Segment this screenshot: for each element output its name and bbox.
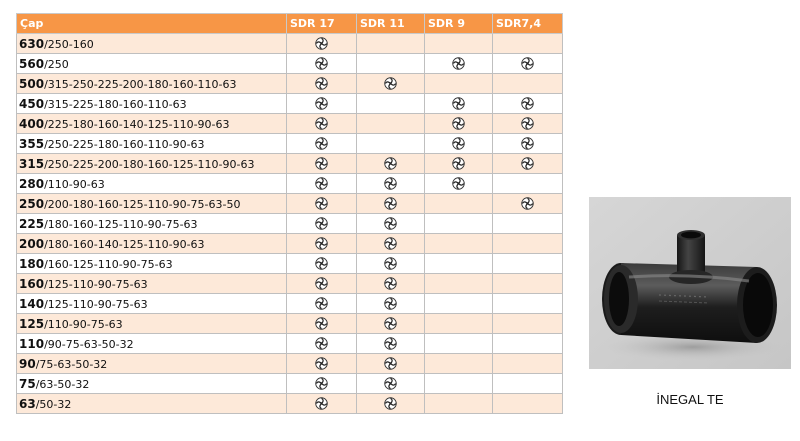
- table-row: [17, 234, 563, 254]
- sdr-cell: [357, 54, 425, 74]
- swirl-mark-icon: [521, 97, 534, 110]
- sdr-cell: [287, 114, 357, 134]
- sdr-cell: [425, 274, 493, 294]
- sdr-cell: [493, 134, 563, 154]
- main-diameter: 125: [19, 316, 45, 331]
- swirl-mark-icon: [384, 317, 397, 330]
- sdr-cell: [357, 394, 425, 414]
- main-diameter: 63: [19, 396, 36, 411]
- table-row: [17, 94, 563, 114]
- product-caption: İNEGAL TE: [656, 392, 724, 407]
- swirl-mark-icon: [315, 157, 328, 170]
- reducing-tee-photo: [589, 197, 791, 369]
- sdr-cell: [425, 394, 493, 414]
- sdr-cell: [493, 34, 563, 54]
- main-diameter: 90: [19, 356, 36, 371]
- sdr-cell: [425, 154, 493, 174]
- swirl-mark-icon: [315, 397, 328, 410]
- sdr-availability-table: [16, 13, 563, 414]
- main-diameter: 560: [19, 56, 45, 71]
- table-row: [17, 74, 563, 94]
- swirl-mark-icon: [452, 157, 465, 170]
- size-cell: [17, 394, 287, 414]
- swirl-mark-icon: [315, 217, 328, 230]
- sdr-cell: [493, 394, 563, 414]
- main-diameter: 75: [19, 376, 36, 391]
- size-cell: [17, 234, 287, 254]
- table-body: [17, 34, 563, 414]
- table-row: [17, 34, 563, 54]
- sdr-cell: [287, 354, 357, 374]
- sdr-cell: [357, 194, 425, 214]
- branch-diameters: /90-75-63-50-32: [44, 337, 134, 351]
- sdr-cell: [425, 174, 493, 194]
- size-cell: [17, 154, 287, 174]
- main-diameter: 200: [19, 236, 45, 251]
- sdr-cell: [287, 134, 357, 154]
- sdr-cell: [357, 294, 425, 314]
- size-cell: [17, 94, 287, 114]
- sdr-cell: [287, 374, 357, 394]
- size-cell: [17, 134, 287, 154]
- sdr-cell: [357, 314, 425, 334]
- sdr-cell: [425, 74, 493, 94]
- sdr-cell: [357, 154, 425, 174]
- table-row: [17, 354, 563, 374]
- sdr-cell: [493, 154, 563, 174]
- swirl-mark-icon: [384, 157, 397, 170]
- swirl-mark-icon: [315, 57, 328, 70]
- sdr-cell: [287, 294, 357, 314]
- main-diameter: 400: [19, 116, 45, 131]
- sdr-cell: [357, 254, 425, 274]
- sdr-cell: [493, 174, 563, 194]
- table-row: [17, 374, 563, 394]
- table-row: [17, 174, 563, 194]
- swirl-mark-icon: [521, 197, 534, 210]
- swirl-mark-icon: [315, 237, 328, 250]
- sdr-cell: [287, 54, 357, 74]
- swirl-mark-icon: [452, 117, 465, 130]
- table-row: [17, 394, 563, 414]
- sdr-cell: [493, 254, 563, 274]
- swirl-mark-icon: [384, 397, 397, 410]
- swirl-mark-icon: [384, 277, 397, 290]
- table-row: [17, 54, 563, 74]
- header-sdr9: SDR 9: [425, 14, 493, 34]
- swirl-mark-icon: [384, 197, 397, 210]
- table-row: [17, 134, 563, 154]
- sdr-cell: [357, 274, 425, 294]
- branch-diameters: /250-160: [44, 37, 94, 51]
- sdr-cell: [493, 314, 563, 334]
- table-row: [17, 254, 563, 274]
- header-sdr74: SDR7,4: [493, 14, 563, 34]
- sdr-cell: [493, 94, 563, 114]
- sdr-cell: [357, 34, 425, 54]
- sdr-cell: [425, 114, 493, 134]
- swirl-mark-icon: [384, 77, 397, 90]
- sdr-cell: [357, 174, 425, 194]
- sdr-cell: [357, 334, 425, 354]
- sdr-cell: [357, 214, 425, 234]
- sdr-cell: [425, 314, 493, 334]
- sdr-cell: [425, 294, 493, 314]
- swirl-mark-icon: [315, 197, 328, 210]
- branch-diameters: /160-125-110-90-75-63: [44, 257, 173, 271]
- size-cell: [17, 374, 287, 394]
- table-row: [17, 314, 563, 334]
- sdr-cell: [493, 234, 563, 254]
- sdr-cell: [493, 114, 563, 134]
- branch-diameters: /180-160-125-110-90-75-63: [44, 217, 198, 231]
- swirl-mark-icon: [521, 157, 534, 170]
- main-diameter: 630: [19, 36, 45, 51]
- size-cell: [17, 334, 287, 354]
- size-cell: [17, 254, 287, 274]
- swirl-mark-icon: [521, 137, 534, 150]
- swirl-mark-icon: [384, 177, 397, 190]
- size-cell: [17, 34, 287, 54]
- main-diameter: 140: [19, 296, 45, 311]
- swirl-mark-icon: [384, 297, 397, 310]
- sdr-cell: [425, 254, 493, 274]
- branch-diameters: /225-180-160-140-125-110-90-63: [44, 117, 230, 131]
- sdr-cell: [287, 234, 357, 254]
- sdr-cell: [493, 194, 563, 214]
- swirl-mark-icon: [384, 357, 397, 370]
- branch-diameters: /315-250-225-200-180-160-110-63: [44, 77, 237, 91]
- size-cell: [17, 354, 287, 374]
- swirl-mark-icon: [315, 137, 328, 150]
- sdr-cell: [287, 174, 357, 194]
- size-cell: [17, 274, 287, 294]
- branch-diameters: /180-160-140-125-110-90-63: [44, 237, 205, 251]
- sdr-cell: [425, 94, 493, 114]
- sdr-cell: [287, 194, 357, 214]
- branch-diameters: /125-110-90-75-63: [44, 297, 148, 311]
- main-diameter: 250: [19, 196, 45, 211]
- swirl-mark-icon: [521, 57, 534, 70]
- branch-diameters: /250-225-180-160-110-90-63: [44, 137, 205, 151]
- swirl-mark-icon: [452, 137, 465, 150]
- header-sdr11: SDR 11: [357, 14, 425, 34]
- swirl-mark-icon: [315, 277, 328, 290]
- swirl-mark-icon: [315, 177, 328, 190]
- sdr-cell: [493, 294, 563, 314]
- table-row: [17, 214, 563, 234]
- size-cell: [17, 314, 287, 334]
- branch-diameters: /63-50-32: [35, 377, 90, 391]
- table-row: [17, 194, 563, 214]
- sdr-cell: [287, 34, 357, 54]
- sdr-cell: [287, 74, 357, 94]
- sdr-cell: [425, 374, 493, 394]
- sdr-cell: [357, 134, 425, 154]
- branch-diameters: /250: [44, 57, 69, 71]
- main-diameter: 160: [19, 276, 45, 291]
- sdr-cell: [493, 354, 563, 374]
- swirl-mark-icon: [452, 97, 465, 110]
- branch-diameters: /50-32: [35, 397, 72, 411]
- main-diameter: 500: [19, 76, 45, 91]
- branch-diameters: /110-90-63: [44, 177, 105, 191]
- sdr-cell: [287, 94, 357, 114]
- size-cell: [17, 174, 287, 194]
- main-diameter: 110: [19, 336, 45, 351]
- sdr-cell: [493, 214, 563, 234]
- swirl-mark-icon: [315, 117, 328, 130]
- table-row: [17, 294, 563, 314]
- swirl-mark-icon: [384, 337, 397, 350]
- sdr-cell: [287, 314, 357, 334]
- sdr-cell: [425, 194, 493, 214]
- size-cell: [17, 74, 287, 94]
- sdr-cell: [493, 274, 563, 294]
- sdr-cell: [425, 354, 493, 374]
- main-diameter: 355: [19, 136, 45, 151]
- size-cell: [17, 194, 287, 214]
- branch-diameters: /110-90-75-63: [44, 317, 123, 331]
- swirl-mark-icon: [315, 77, 328, 90]
- size-cell: [17, 214, 287, 234]
- main-diameter: 180: [19, 256, 45, 271]
- swirl-mark-icon: [384, 237, 397, 250]
- header-cap: Çap: [17, 14, 287, 34]
- branch-diameters: /200-180-160-125-110-90-75-63-50: [44, 197, 241, 211]
- swirl-mark-icon: [315, 317, 328, 330]
- sdr-cell: [357, 114, 425, 134]
- sdr-cell: [357, 374, 425, 394]
- swirl-mark-icon: [315, 377, 328, 390]
- main-diameter: 280: [19, 176, 45, 191]
- sdr-cell: [287, 394, 357, 414]
- sdr-cell: [493, 54, 563, 74]
- sdr-cell: [287, 154, 357, 174]
- sdr-cell: [357, 94, 425, 114]
- sdr-cell: [287, 254, 357, 274]
- sdr-cell: [287, 334, 357, 354]
- table-header-row: [17, 14, 563, 34]
- table-row: [17, 154, 563, 174]
- swirl-mark-icon: [384, 377, 397, 390]
- main-diameter: 225: [19, 216, 45, 231]
- sdr-cell: [493, 334, 563, 354]
- sdr-cell: [287, 274, 357, 294]
- branch-diameters: /75-63-50-32: [35, 357, 108, 371]
- sdr-cell: [425, 334, 493, 354]
- branch-diameters: /315-225-180-160-110-63: [44, 97, 187, 111]
- swirl-mark-icon: [521, 117, 534, 130]
- swirl-mark-icon: [452, 177, 465, 190]
- table-row: [17, 334, 563, 354]
- swirl-mark-icon: [315, 257, 328, 270]
- sdr-cell: [357, 74, 425, 94]
- sdr-cell: [493, 374, 563, 394]
- swirl-mark-icon: [315, 37, 328, 50]
- sdr-cell: [287, 214, 357, 234]
- main-diameter: 315: [19, 156, 45, 171]
- sdr-cell: [493, 74, 563, 94]
- header-sdr17: SDR 17: [287, 14, 357, 34]
- size-cell: [17, 54, 287, 74]
- table-row: [17, 114, 563, 134]
- swirl-mark-icon: [452, 57, 465, 70]
- swirl-mark-icon: [384, 217, 397, 230]
- table-row: [17, 274, 563, 294]
- sdr-cell: [425, 34, 493, 54]
- branch-diameters: /250-225-200-180-160-125-110-90-63: [44, 157, 255, 171]
- size-cell: [17, 114, 287, 134]
- size-cell: [17, 294, 287, 314]
- sdr-cell: [357, 234, 425, 254]
- swirl-mark-icon: [315, 337, 328, 350]
- swirl-mark-icon: [315, 357, 328, 370]
- sdr-cell: [357, 354, 425, 374]
- sdr-cell: [425, 134, 493, 154]
- main-diameter: 450: [19, 96, 45, 111]
- branch-diameters: /125-110-90-75-63: [44, 277, 148, 291]
- swirl-mark-icon: [384, 257, 397, 270]
- sdr-cell: [425, 214, 493, 234]
- sdr-cell: [425, 234, 493, 254]
- swirl-mark-icon: [315, 297, 328, 310]
- sdr-cell: [425, 54, 493, 74]
- swirl-mark-icon: [315, 97, 328, 110]
